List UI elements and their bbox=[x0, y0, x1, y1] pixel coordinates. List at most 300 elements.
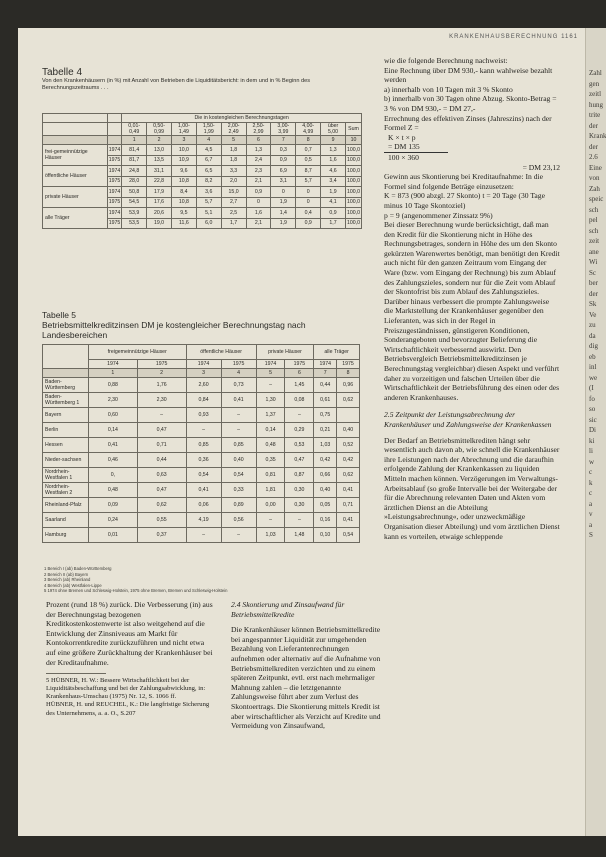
table4-value-cell: 9,6 bbox=[171, 166, 196, 177]
edge-line: dig bbox=[589, 342, 598, 350]
edge-line: zeit bbox=[589, 237, 600, 245]
table5-index-cell: 6 bbox=[285, 369, 314, 378]
edge-line: a bbox=[589, 520, 593, 529]
table5-value-cell: 0,54 bbox=[337, 528, 360, 543]
table4-value-cell: 100,0 bbox=[345, 218, 361, 229]
table4-value-cell: 0,9 bbox=[271, 155, 296, 166]
table5-value-cell: 0,24 bbox=[89, 513, 138, 528]
table5-index-cell: 3 bbox=[186, 369, 221, 378]
edge-line: Krank bbox=[589, 132, 606, 140]
table4-value-cell: 13,0 bbox=[147, 145, 172, 156]
table4-year-cell: 1974 bbox=[107, 187, 122, 198]
table5-value-cell: 0,81 bbox=[256, 468, 285, 483]
table-row bbox=[43, 208, 362, 219]
edge-line: von bbox=[589, 174, 600, 182]
table4-range-header: 4,00-4,99 bbox=[296, 123, 321, 136]
table4-value-cell: 0,9 bbox=[296, 218, 321, 229]
table5-footnote: 5 1974 ohne Bremen und Schleswig-Holstein, 1975 ohne Bremen, Bremen und Schleswig-Holstein bbox=[44, 588, 228, 593]
table4-value-cell: 0,5 bbox=[296, 155, 321, 166]
table-row bbox=[43, 378, 360, 393]
table4-value-cell: 13,5 bbox=[147, 155, 172, 166]
table4-range-header: 1,00-1,49 bbox=[171, 123, 196, 136]
table4-value-cell: 11,6 bbox=[171, 218, 196, 229]
table5-blank bbox=[43, 369, 89, 378]
table4-value-cell: 2,1 bbox=[246, 176, 271, 187]
edge-line: eb bbox=[589, 352, 596, 361]
table4-year-cell: 1974 bbox=[107, 145, 122, 156]
table5-year-header: 1975 bbox=[285, 360, 314, 369]
table4-value-cell: 5,1 bbox=[196, 208, 221, 219]
rc-para3: a) innerhalb von 10 Tagen mit 3 % Skonto bbox=[384, 84, 513, 94]
table5-caption bbox=[42, 310, 372, 340]
table4-value-cell: 8,2 bbox=[196, 176, 221, 187]
table5-year-header: 1975 bbox=[221, 360, 256, 369]
table4-value-cell: 1,9 bbox=[271, 197, 296, 208]
table5-value-cell bbox=[337, 408, 360, 423]
table4-index-cell: 6 bbox=[246, 136, 271, 145]
table5-row-label: Baden-Württemberg 1 bbox=[43, 393, 89, 408]
edge-line: sch bbox=[589, 205, 599, 214]
table4-value-cell: 54,5 bbox=[122, 197, 147, 208]
edge-line: w bbox=[589, 457, 595, 466]
table5-value-cell: 0,56 bbox=[221, 513, 256, 528]
table5-value-cell: 0,40 bbox=[221, 453, 256, 468]
table4-group-header: Die in kostengleichen Berechnungstagen bbox=[122, 114, 362, 123]
table5-value-cell: 2,60 bbox=[186, 378, 221, 393]
table5-group-header: alle Träger bbox=[314, 345, 360, 360]
table5-value-cell: 0,55 bbox=[137, 513, 186, 528]
table4-value-cell: 100,0 bbox=[345, 166, 361, 177]
table5-value-cell: 0,41 bbox=[89, 438, 138, 453]
table5-row-label: Bayern bbox=[43, 408, 89, 423]
table5-value-cell: 1,45 bbox=[285, 378, 314, 393]
edge-line: zu bbox=[589, 321, 596, 329]
table5-value-cell: 0,87 bbox=[285, 468, 314, 483]
table4-index-cell: 10 bbox=[345, 136, 361, 145]
table4-value-cell: 2,1 bbox=[246, 218, 271, 229]
table5-value-cell: 2,30 bbox=[137, 393, 186, 408]
table5-title: Tabelle 5 bbox=[42, 310, 77, 320]
table5-value-cell: 0,61 bbox=[314, 393, 337, 408]
table4-value-cell: 0,9 bbox=[321, 208, 346, 219]
table5-corner bbox=[43, 345, 89, 369]
table-row bbox=[43, 393, 360, 408]
table5-index-cell: 5 bbox=[256, 369, 285, 378]
table-row bbox=[43, 513, 360, 528]
table5-value-cell: 0,60 bbox=[89, 408, 138, 423]
table5-row-label: Hamburg bbox=[43, 528, 89, 543]
table4-value-cell: 53,5 bbox=[122, 218, 147, 229]
table5-value-cell: 0,85 bbox=[186, 438, 221, 453]
table5-year-header: 1974 bbox=[89, 360, 138, 369]
table4-value-cell: 10,0 bbox=[171, 145, 196, 156]
edge-line: Zahl bbox=[589, 69, 602, 77]
table4-blank bbox=[43, 123, 108, 136]
edge-line: hung bbox=[589, 100, 603, 109]
table5-value-cell: – bbox=[186, 423, 221, 438]
table4-year-head bbox=[107, 114, 122, 123]
table4-value-cell: 100,0 bbox=[345, 187, 361, 198]
table5-value-cell: 0,47 bbox=[285, 453, 314, 468]
table5-value-cell: 0,85 bbox=[221, 438, 256, 453]
table4-value-cell: 53,9 bbox=[122, 208, 147, 219]
edge-line: gen bbox=[589, 79, 600, 88]
table4-blank bbox=[107, 123, 122, 136]
table4-year-cell: 1975 bbox=[107, 218, 122, 229]
table4-blank bbox=[107, 136, 122, 145]
table5-value-cell: 0,30 bbox=[285, 498, 314, 513]
table5-description: Betriebsmittelkreditzinsen DM je kostengleicher Berechnungstag nach Landesbereichen bbox=[42, 320, 306, 340]
table5-value-cell: 1,03 bbox=[314, 438, 337, 453]
table4-value-cell: 9,5 bbox=[171, 208, 196, 219]
edge-line: k bbox=[589, 478, 593, 487]
formula-result: = DM 23,12 bbox=[522, 162, 560, 172]
table5-value-cell: 0,33 bbox=[221, 483, 256, 498]
table5-year-header: 1974 bbox=[186, 360, 221, 369]
table5-row-label: Rheinland-Pfalz bbox=[43, 498, 89, 513]
table4-value-cell: 6,0 bbox=[196, 218, 221, 229]
table5-value-cell: – bbox=[221, 408, 256, 423]
next-page-text bbox=[589, 68, 606, 541]
table4-value-cell: 1,8 bbox=[221, 145, 246, 156]
table4-value-cell: 17,6 bbox=[147, 197, 172, 208]
table4-value-cell: 0 bbox=[271, 187, 296, 198]
table4-value-cell: 10,8 bbox=[171, 176, 196, 187]
table5-value-cell: 0,71 bbox=[337, 498, 360, 513]
table5-year-header: 1974 bbox=[314, 360, 337, 369]
table5-value-cell: – bbox=[137, 408, 186, 423]
table4-index-cell: 5 bbox=[221, 136, 246, 145]
edge-line: der bbox=[589, 289, 598, 298]
table4-row-label: frei-gemeinnützige Häuser bbox=[43, 145, 108, 166]
table4-value-cell: 6,5 bbox=[196, 166, 221, 177]
table-row bbox=[43, 468, 360, 483]
section-heading-2-5: 2.5 Zeitpunkt der Leistungsabrechnung der Krankenhäuser und Zahlungsweise der Krankenkassen bbox=[384, 410, 552, 429]
table4-year-cell: 1975 bbox=[107, 176, 122, 187]
edge-line: inl bbox=[589, 363, 597, 371]
table5-value-cell: 0,16 bbox=[314, 513, 337, 528]
table5-value-cell: 0,40 bbox=[337, 423, 360, 438]
table4-value-cell: 31,1 bbox=[147, 166, 172, 177]
lb-para1: Prozent (rund 18 %) zurück. Die Verbesserung (in) aus der Berechnungstag bezogenen Kreditkostenkostenwerte ist also weitgehend auf die Entwicklung der Zinsniveaus am Markt für Kontokorrentkredite zurückzuführen und nicht etwa auf eine größere Zurückhaltung der Krankenhäuser bei der Kreditaufnahme. bbox=[46, 600, 213, 667]
table4-value-cell: 3,1 bbox=[271, 176, 296, 187]
table4-range-header: 2,00-2,49 bbox=[221, 123, 246, 136]
table4-value-cell: 22,8 bbox=[147, 176, 172, 187]
edge-line: pel bbox=[589, 216, 598, 224]
table5-value-cell: 1,48 bbox=[285, 528, 314, 543]
formula-denominator: 100 × 360 bbox=[384, 152, 448, 163]
table5-value-cell: – bbox=[285, 408, 314, 423]
table4-value-cell: 10,9 bbox=[171, 155, 196, 166]
edge-line: c bbox=[589, 468, 593, 476]
table5-value-cell: 0,52 bbox=[337, 438, 360, 453]
table4-range-header: 3,00-3,99 bbox=[271, 123, 296, 136]
rc-para5: Errechnung des effektiven Zinses (Jahreszins) nach der Formel Z = bbox=[384, 113, 552, 133]
reference-2: HÜBNER, H. und REUCHEL, K.: Die langfristige Sicherung des Unternehmens, a. a. O., S.207 bbox=[46, 701, 210, 717]
table5-row-label: Nieder-sachsen bbox=[43, 453, 89, 468]
table4-row-label: öffentliche Häuser bbox=[43, 166, 108, 187]
rc-para8: p = 9 (angenommener Zinssatz 9%) bbox=[384, 210, 493, 220]
table5-value-cell: 1,30 bbox=[256, 393, 285, 408]
left-bottom-column bbox=[46, 600, 214, 718]
table4-index-cell: 2 bbox=[147, 136, 172, 145]
edge-line: sch bbox=[589, 226, 599, 235]
table4-value-cell: 0,4 bbox=[296, 208, 321, 219]
table5-year-header: 1975 bbox=[137, 360, 186, 369]
middle-bottom-column bbox=[231, 600, 381, 731]
edge-line: we bbox=[589, 373, 598, 382]
table5-value-cell: 0,42 bbox=[337, 453, 360, 468]
table4-value-cell: 3,3 bbox=[221, 166, 246, 177]
table5-value-cell: 0,63 bbox=[137, 468, 186, 483]
table5-value-cell: 0,84 bbox=[186, 393, 221, 408]
table4 bbox=[42, 113, 362, 229]
table5-value-cell: 0,00 bbox=[256, 498, 285, 513]
edge-line: c bbox=[589, 489, 593, 497]
table5-row-label: Saarland bbox=[43, 513, 89, 528]
edge-line: li bbox=[589, 447, 593, 455]
edge-line: S bbox=[589, 531, 593, 539]
rc-para7: K = 873 (900 abzgl. 27 Skonto) t = 20 Tage (30 Tage minus 10 Tage Skontoziel) bbox=[384, 191, 545, 210]
table5-value-cell: 0,29 bbox=[285, 423, 314, 438]
table5-value-cell: 0,30 bbox=[285, 483, 314, 498]
table5-index-cell: 7 bbox=[314, 369, 337, 378]
table5-value-cell: – bbox=[256, 513, 285, 528]
table-row bbox=[43, 528, 360, 543]
edge-line: der bbox=[589, 121, 598, 130]
table5-value-cell: 0,75 bbox=[314, 408, 337, 423]
table5-value-cell: 0,14 bbox=[256, 423, 285, 438]
table5-value-cell: 0,41 bbox=[337, 483, 360, 498]
edge-line: Eine bbox=[589, 163, 602, 172]
table5-row-label: Berlin bbox=[43, 423, 89, 438]
rc-para1: wie die folgende Berechnung nachweist: bbox=[384, 56, 508, 65]
table4-value-cell: 5,7 bbox=[296, 176, 321, 187]
table5-value-cell: 0, bbox=[89, 468, 138, 483]
table4-value-cell: 0 bbox=[296, 187, 321, 198]
table5-row-label: Nordrhein-Westfalen 1 bbox=[43, 468, 89, 483]
edge-line: Zah bbox=[589, 184, 600, 193]
table5-value-cell: 0,88 bbox=[89, 378, 138, 393]
edge-line: sic bbox=[589, 415, 597, 424]
table4-value-cell: 1,7 bbox=[221, 218, 246, 229]
table5-group-header: freigemeinnützige Häuser bbox=[89, 345, 187, 360]
table5-value-cell: 1,03 bbox=[256, 528, 285, 543]
table5-value-cell: 0,37 bbox=[137, 528, 186, 543]
table5-value-cell: 0,54 bbox=[221, 468, 256, 483]
table5-value-cell: 1,37 bbox=[256, 408, 285, 423]
table5-index-cell: 4 bbox=[221, 369, 256, 378]
table4-value-cell: 19,0 bbox=[147, 218, 172, 229]
table5-year-header: 1975 bbox=[337, 360, 360, 369]
edge-line: Ve bbox=[589, 310, 597, 319]
table5-value-cell: 0,66 bbox=[314, 468, 337, 483]
edge-line: der bbox=[589, 142, 598, 151]
table5-footnote: 2 Bereich II (ab) Bayern bbox=[44, 571, 89, 577]
edge-line: Sk bbox=[589, 300, 597, 308]
table5-value-cell: 0,21 bbox=[314, 423, 337, 438]
table5-value-cell: 0,42 bbox=[314, 453, 337, 468]
table4-value-cell: 2,0 bbox=[221, 176, 246, 187]
table5-value-cell: 0,01 bbox=[89, 528, 138, 543]
table4-value-cell: 3,4 bbox=[321, 176, 346, 187]
table4-value-cell: 100,0 bbox=[345, 155, 361, 166]
table-row bbox=[43, 453, 360, 468]
table5-value-cell: 0,53 bbox=[285, 438, 314, 453]
table4-value-cell: 0 bbox=[246, 197, 271, 208]
table4-index-cell: 1 bbox=[122, 136, 147, 145]
table5-value-cell: 0,14 bbox=[89, 423, 138, 438]
table5-group-header: private Häuser bbox=[256, 345, 314, 360]
edge-line: so bbox=[589, 405, 596, 413]
edge-line: trite bbox=[589, 111, 601, 119]
table-row bbox=[43, 438, 360, 453]
footnote-rule bbox=[46, 673, 106, 674]
running-head: KRANKENHAUSBERECHNUNG 1161 bbox=[449, 34, 578, 40]
table5-footnote: 4 Bereich (ab) Westfalen-Lippe bbox=[44, 582, 102, 588]
table5-value-cell: 0,44 bbox=[314, 378, 337, 393]
edge-line: speic bbox=[589, 195, 604, 203]
table4-value-cell: 3,6 bbox=[196, 187, 221, 198]
table5-value-cell: 0,41 bbox=[221, 393, 256, 408]
rc-para2: Eine Rechnung über DM 930,- kann wahlweise bezahlt werden bbox=[384, 65, 553, 85]
table5-value-cell: – bbox=[285, 513, 314, 528]
table5-value-cell: 0,46 bbox=[89, 453, 138, 468]
edge-line: fo bbox=[589, 394, 595, 403]
table-row bbox=[43, 408, 360, 423]
table5-value-cell: 0,44 bbox=[137, 453, 186, 468]
edge-line: Di bbox=[589, 426, 596, 434]
table5-value-cell: – bbox=[186, 528, 221, 543]
table5 bbox=[42, 344, 360, 543]
table4-value-cell: 1,8 bbox=[221, 155, 246, 166]
table4-value-cell: 1,7 bbox=[321, 218, 346, 229]
edge-line: a bbox=[589, 499, 593, 508]
table5-value-cell: 0,41 bbox=[186, 483, 221, 498]
table5-value-cell: 0,73 bbox=[221, 378, 256, 393]
table5-value-cell: – bbox=[221, 528, 256, 543]
table4-value-cell: 81,7 bbox=[122, 155, 147, 166]
section-heading-2-4: 2.4 Skontierung und Zinsaufwand für Betriebsmittelkredite bbox=[231, 600, 345, 619]
table5-value-cell: 1,81 bbox=[256, 483, 285, 498]
table4-value-cell: 4,1 bbox=[321, 197, 346, 208]
table-row bbox=[43, 166, 362, 177]
table5-value-cell: 0,62 bbox=[337, 468, 360, 483]
table4-value-cell: 10,8 bbox=[171, 197, 196, 208]
table4-range-header: 2,50-2,99 bbox=[246, 123, 271, 136]
table5-index-cell: 1 bbox=[89, 369, 138, 378]
table4-year-cell: 1975 bbox=[107, 155, 122, 166]
table4-value-cell: 100,0 bbox=[345, 208, 361, 219]
table4-value-cell: 2,4 bbox=[246, 155, 271, 166]
table4-index-cell: 3 bbox=[171, 136, 196, 145]
next-page-edge bbox=[585, 28, 606, 836]
table5-footnotes bbox=[44, 566, 360, 594]
table5-value-cell: – bbox=[256, 378, 285, 393]
table5-index-cell: 2 bbox=[137, 369, 186, 378]
table4-value-cell: 0 bbox=[296, 197, 321, 208]
mb-para1: Die Krankenhäuser können Betriebsmittelkredite bei angespannter Liquidität zur umgehenden Bezahlung von Lieferantenrechnungen aufnehmen oder alternativ auf die Aufnahme von Betriebsmittelkrediten verzichten und zu einem späteren Zeitpunkt, evtl. erst nach mehrmaliger Mahnung zahlen – die letztgenannte Zahlungsweise führt aber zum Verlust des Skontoertrags. Die Skontierung mittels Kredit ist aber wirtschaftlicher als Verzicht auf Kredite und Vermeidung von Zinsaufwand, bbox=[231, 625, 381, 731]
table4-value-cell: 8,7 bbox=[296, 166, 321, 177]
table5-value-cell: 0,96 bbox=[337, 378, 360, 393]
edge-line: v bbox=[589, 510, 593, 518]
table-row bbox=[43, 145, 362, 156]
table4-description: Von den Krankenhäusern (in %) mit Anzahl von Betrieben die Liquiditätsbericht: in dem und in % Beginn des Berechnungszeitraums . . . bbox=[42, 78, 311, 91]
table4-value-cell: 17,9 bbox=[147, 187, 172, 198]
table5-value-cell: 0,47 bbox=[137, 423, 186, 438]
table4-caption bbox=[42, 68, 342, 92]
table5-index-cell: 8 bbox=[337, 369, 360, 378]
table4-value-cell: 28,0 bbox=[122, 176, 147, 187]
table4-index-cell: 8 bbox=[296, 136, 321, 145]
edge-line: (I bbox=[589, 384, 594, 392]
table4-value-cell: 4,5 bbox=[196, 145, 221, 156]
table-row bbox=[43, 498, 360, 513]
table4-value-cell: 1,9 bbox=[271, 218, 296, 229]
table4-year-cell: 1974 bbox=[107, 166, 122, 177]
edge-line: Sc bbox=[589, 268, 596, 277]
table4-range-header: 1,50-1,99 bbox=[196, 123, 221, 136]
table4-value-cell: 0,3 bbox=[271, 145, 296, 156]
table5-row-label: Baden-Württemberg bbox=[43, 378, 89, 393]
table5-value-cell: 0,62 bbox=[137, 498, 186, 513]
table5-row-label: Nordrhein-Westfalen 2 bbox=[43, 483, 89, 498]
table4-range-header: 0,01-0,49 bbox=[122, 123, 147, 136]
table4-value-cell: 20,6 bbox=[147, 208, 172, 219]
table5-value-cell: 0,41 bbox=[337, 513, 360, 528]
table4-corner bbox=[43, 114, 108, 123]
edge-line: da bbox=[589, 331, 596, 340]
table4-value-cell: 81,4 bbox=[122, 145, 147, 156]
table5-value-cell: 0,05 bbox=[314, 498, 337, 513]
table5-value-cell: 0,36 bbox=[186, 453, 221, 468]
table4-title: Tabelle 4 bbox=[42, 67, 83, 78]
table4-value-cell: 5,7 bbox=[196, 197, 221, 208]
table4-year-cell: 1974 bbox=[107, 208, 122, 219]
formula-equation: = DM 135 bbox=[388, 142, 420, 152]
table4-value-cell: 15,0 bbox=[221, 187, 246, 198]
table4-value-cell: 24,8 bbox=[122, 166, 147, 177]
table5-value-cell: 0,93 bbox=[186, 408, 221, 423]
table5-value-cell: 4,19 bbox=[186, 513, 221, 528]
table4-value-cell: 100,0 bbox=[345, 176, 361, 187]
table4-value-cell: 100,0 bbox=[345, 145, 361, 156]
table5-value-cell: 0,35 bbox=[256, 453, 285, 468]
table4-value-cell: 6,7 bbox=[196, 155, 221, 166]
table5-value-cell: 0,54 bbox=[186, 468, 221, 483]
formula-numerator: K × t × p bbox=[388, 132, 416, 142]
table5-value-cell: 1,76 bbox=[137, 378, 186, 393]
table5-value-cell: 0,09 bbox=[89, 498, 138, 513]
edge-line: 2.6 bbox=[589, 153, 598, 161]
table4-index-cell: 9 bbox=[321, 136, 346, 145]
right-column bbox=[384, 56, 560, 541]
table5-value-cell: 0,06 bbox=[186, 498, 221, 513]
table4-value-cell: 1,6 bbox=[246, 208, 271, 219]
edge-line: ber bbox=[589, 279, 598, 287]
table4-row-label: private Häuser bbox=[43, 187, 108, 208]
table5-value-cell: 0,48 bbox=[89, 483, 138, 498]
table-row bbox=[43, 423, 360, 438]
table5-value-cell: 0,40 bbox=[314, 483, 337, 498]
rc-para4: b) innerhalb von 30 Tagen ohne Abzug. Skonto-Betrag = 3 % von DM 930,- = DM 27,- bbox=[384, 94, 557, 113]
table5-footnote: 3 Bereich (ab) Rheinland bbox=[44, 577, 91, 582]
table4-value-cell: 1,3 bbox=[321, 145, 346, 156]
table4-value-cell: 0,7 bbox=[296, 145, 321, 156]
edge-line: zeitl bbox=[589, 90, 602, 98]
table4-range-header: Sum bbox=[345, 123, 361, 136]
table4-blank bbox=[43, 136, 108, 145]
